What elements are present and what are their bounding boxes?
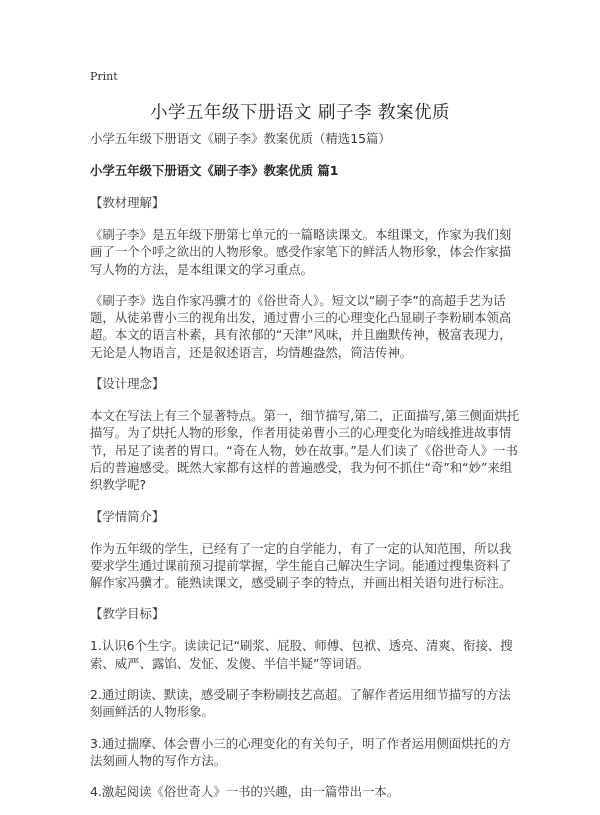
page-title: 小学五年级下册语文 刷子李 教案优质 [149, 103, 451, 123]
section-label-design-concept: 【设计理念】 [90, 376, 165, 392]
list-item-goal-4: 4.激起阅读《俗世奇人》一书的兴趣，由一篇带出一本。 [90, 784, 400, 800]
document-subtitle: 小学五年级下册语文《刷子李》教案优质（精选15篇） [90, 131, 391, 146]
paragraph-student-profile: 作为五年级的学生，已经有了一定的自学能力，有了一定的认知范围，所以我要求学生通过课前预习提前掌握，学生能自己解决生字词。能通过搜集资料了解作家冯骥才。能熟读课文，感受刷子李的特点，并画出相关语句进行标注。 [90, 540, 512, 591]
paragraph-design-concept: 本文在写法上有三个显著特点。第一，细节描写,第二，正面描写,第三侧面烘托描写。为了烘托人物的形象，作者用徒弟曹小三的心理变化为暗线推进故事情节，吊足了读者的胃口。“奇在人物，妙在故事。”是人们读了《俗世奇人》一书后的普遍感受。既然大家都有这样的普遍感受，我为何不抓住“奇”和“妙”来组织教学呢? [90, 408, 520, 493]
paragraph-textbook-intro: 《刷子李》是五年级下册第七单元的一篇略读课文。本组课文，作家为我们刻画了一个个呼之欲出的人物形象。感受作家笔下的鲜活人物形象，体会作家描写人物的方法，是本组课文的学习重点。 [90, 227, 512, 277]
list-item-goal-3: 3.通过揣摩、体会曹小三的心理变化的有关句子，明了作者运用侧面烘托的方法刻画人物的写作方法。 [90, 735, 511, 768]
section-heading: 小学五年级下册语文《刷子李》教案优质 篇1 [90, 163, 339, 178]
document-body [90, 130, 522, 815]
list-item-goal-2: 2.通过朗读、默读，感受刷子李粉刷技艺高超。了解作者运用细节描写的方法刻画鲜活的人物形象。 [90, 687, 511, 720]
paragraph-text-source: 《刷子李》选自作家冯骥才的《俗世奇人》。短文以“刷子李”的高超手艺为话题，从徒弟曹小三的视角出发，通过曹小三的心理变化凸显刷子李粉刷本领高超。本文的语言朴素，具有浓郁的“天津”风味，并且幽默传神，极富表现力，无论是人物语言，还是叙述语言，均情趣盎然，简洁传神。 [90, 292, 512, 360]
print-label: Print [90, 70, 118, 83]
section-label-textbook-understanding: 【教材理解】 [90, 195, 165, 210]
list-item-goal-1: 1.认识6个生字。读读记记“刷浆、屁股、师傅、包袱、透亮、清爽、衔接、搜索、威严、露馅、发怔、发傻、半信半疑”等词语。 [90, 638, 513, 671]
section-label-teaching-goals: 【教学目标】 [90, 606, 165, 622]
section-label-student-profile: 【学情简介】 [90, 508, 165, 524]
